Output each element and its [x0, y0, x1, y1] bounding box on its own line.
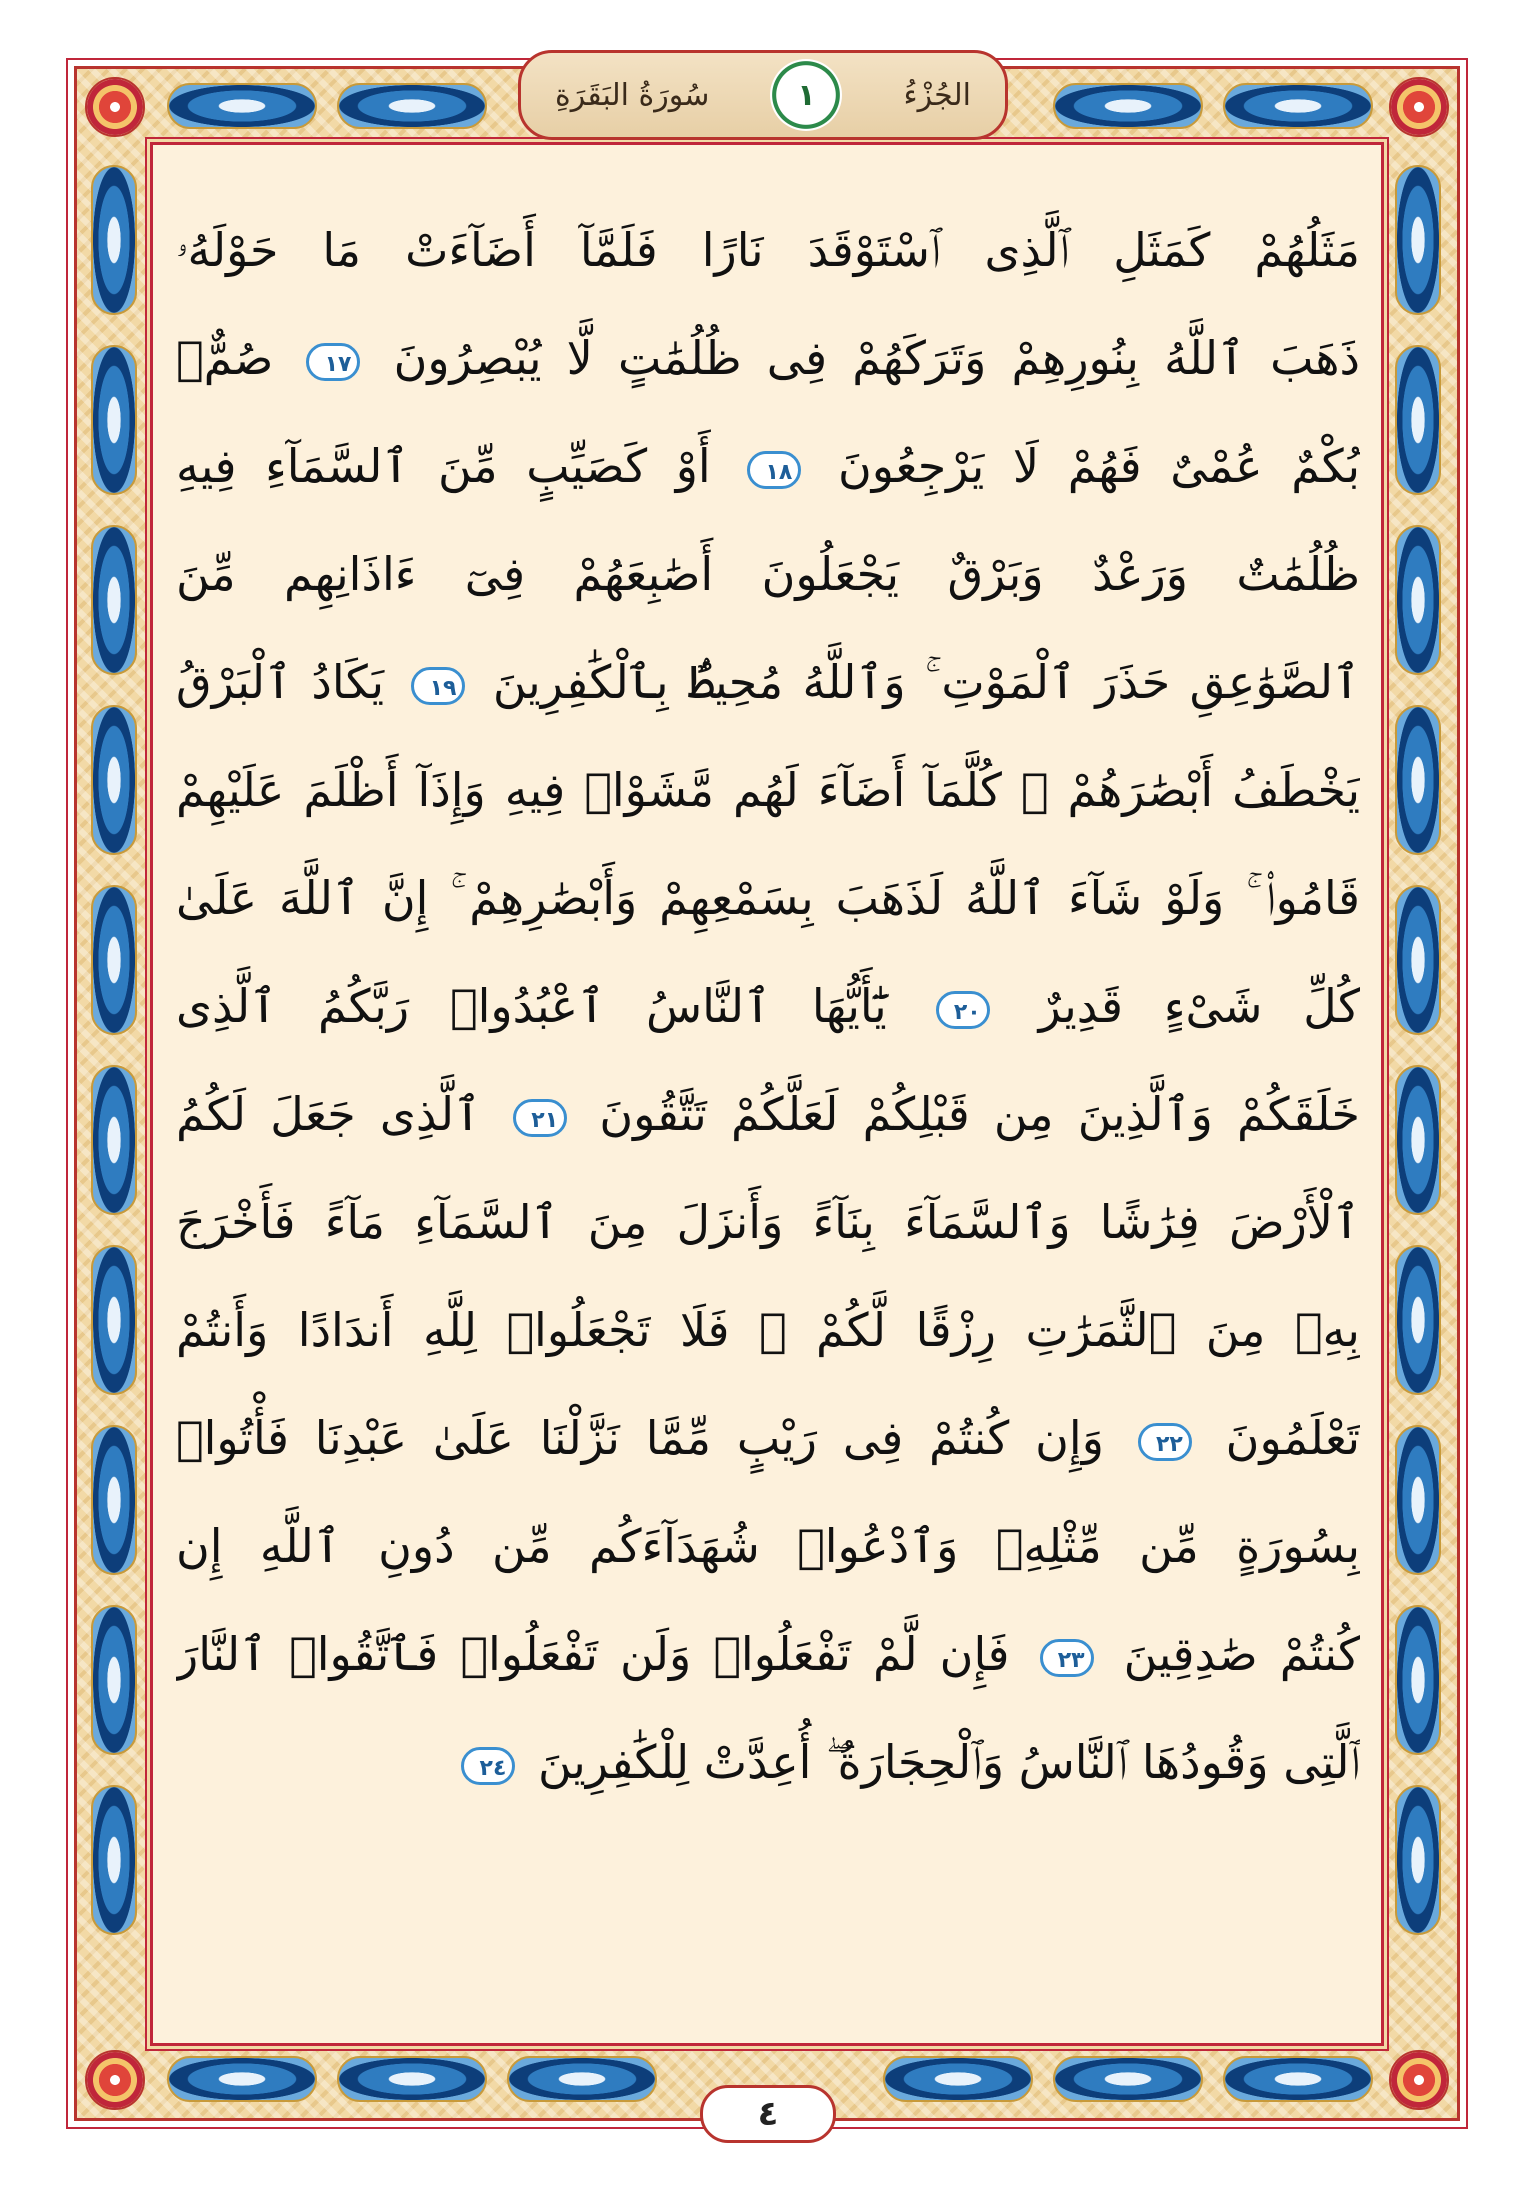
cartouche-ornament-icon: [91, 885, 137, 1035]
verse-line: [176, 736, 1360, 844]
verse-text: ٱلَّذِى جَعَلَ لَكُمُ: [176, 1087, 481, 1141]
cartouche-ornament-icon: [91, 525, 137, 675]
rosette-ornament-icon: [85, 77, 145, 137]
verse-text: وَإِن كُنتُمْ فِى رَيْبٍ مِّمَّا نَزَّلْنَا عَلَىٰ عَبْدِنَا فَأْتُوا۟: [176, 1411, 1104, 1465]
ayah-number-marker: ١٩: [411, 667, 465, 705]
cartouche-ornament-icon: [1395, 705, 1441, 855]
verse-line: [176, 1384, 1360, 1492]
verse-line: [176, 520, 1360, 628]
cartouche-ornament-icon: [1395, 885, 1441, 1035]
verse-line: [176, 1600, 1360, 1708]
verse-text: كُنتُمْ صَٰدِقِينَ: [1123, 1627, 1360, 1681]
border-left: [77, 145, 153, 2042]
juz-number-badge: ١: [770, 59, 842, 131]
verse-line: [176, 844, 1360, 952]
surah-name: سُورَةُ البَقَرَةِ: [555, 77, 710, 113]
cartouche-ornament-icon: [507, 2056, 657, 2102]
verse-line: [176, 412, 1360, 520]
ayah-number-marker: ٢٢: [1138, 1423, 1192, 1461]
verse-text: قَامُوا۟ ۚ وَلَوْ شَآءَ ٱللَّهُ لَذَهَبَ بِسَمْعِهِمْ وَأَبْصَٰرِهِمْ ۚ إِنَّ ٱللَّهَ عَلَىٰ: [176, 871, 1360, 925]
cartouche-ornament-icon: [1395, 345, 1441, 495]
border-right: [1381, 145, 1457, 2042]
cartouche-ornament-icon: [91, 345, 137, 495]
rosette-ornament-icon: [85, 2050, 145, 2110]
cartouche-ornament-icon: [1395, 1245, 1441, 1395]
cartouche-ornament-icon: [91, 1245, 137, 1395]
ayah-number-marker: ٢٠: [936, 991, 990, 1029]
verse-text: بِهِۦ مِنَ ٱلثَّمَرَٰتِ رِزْقًا لَّكُمْ ۖ فَلَا تَجْعَلُوا۟ لِلَّهِ أَندَادًا وَأَنتُمْ: [176, 1303, 1360, 1357]
verse-text: تَعْلَمُونَ: [1225, 1411, 1360, 1465]
cartouche-ornament-icon: [91, 705, 137, 855]
verse-text: ٱلَّتِى وَقُودُهَا ٱلنَّاسُ وَٱلْحِجَارَةُ ۖ أُعِدَّتْ لِلْكَٰفِرِينَ: [538, 1735, 1360, 1789]
verse-text: صُمٌّۢ: [176, 331, 274, 385]
verse-text: خَلَقَكُمْ وَٱلَّذِينَ مِن قَبْلِكُمْ لَعَلَّكُمْ تَتَّقُونَ: [599, 1087, 1360, 1141]
cartouche-ornament-icon: [1395, 525, 1441, 675]
verse-line: [176, 1168, 1360, 1276]
cartouche-ornament-icon: [91, 1785, 137, 1935]
ayah-number-marker: ١٧: [306, 343, 360, 381]
rosette-ornament-icon: [1389, 77, 1449, 137]
verse-text: يَٰٓأَيُّهَا ٱلنَّاسُ ٱعْبُدُوا۟ رَبَّكُمُ ٱلَّذِى: [176, 979, 887, 1033]
verse-text: أَوْ كَصَيِّبٍ مِّنَ ٱلسَّمَآءِ فِيهِ: [176, 439, 711, 493]
cartouche-ornament-icon: [1053, 2056, 1203, 2102]
ayah-number-marker: ٢٤: [461, 1747, 515, 1785]
verse-text: ذَهَبَ ٱللَّهُ بِنُورِهِمْ وَتَرَكَهُمْ فِى ظُلُمَٰتٍ لَّا يُبْصِرُونَ: [393, 331, 1360, 385]
cartouche-ornament-icon: [337, 83, 487, 129]
verse-text: ٱلْأَرْضَ فِرَٰشًا وَٱلسَّمَآءَ بِنَآءً وَأَنزَلَ مِنَ ٱلسَّمَآءِ مَآءً فَأَخْرَجَ: [176, 1195, 1360, 1249]
ayah-number-marker: ٢٣: [1040, 1639, 1094, 1677]
verse-text: يَخْطَفُ أَبْصَٰرَهُمْ ۖ كُلَّمَآ أَضَآءَ لَهُم مَّشَوْا۟ فِيهِ وَإِذَآ أَظْلَمَ عَلَيْهِمْ: [176, 763, 1360, 817]
verse-line: [176, 1060, 1360, 1168]
verse-text: كُلِّ شَىْءٍ قَدِيرٌ: [1038, 979, 1360, 1033]
cartouche-ornament-icon: [167, 83, 317, 129]
verse-line: [176, 304, 1360, 412]
verse-text: مَثَلُهُمْ كَمَثَلِ ٱلَّذِى ٱسْتَوْقَدَ نَارًا فَلَمَّآ أَضَآءَتْ مَا حَوْلَهُۥ: [176, 223, 1360, 277]
cartouche-ornament-icon: [883, 2056, 1033, 2102]
cartouche-ornament-icon: [1395, 1425, 1441, 1575]
juz-label: الجُزْءُ: [903, 77, 971, 113]
verse-line: [176, 196, 1360, 304]
cartouche-ornament-icon: [1053, 83, 1203, 129]
quran-text-block: [176, 196, 1360, 1816]
cartouche-ornament-icon: [1395, 1065, 1441, 1215]
cartouche-ornament-icon: [91, 1065, 137, 1215]
cartouche-ornament-icon: [1223, 83, 1373, 129]
verse-text: بِسُورَةٍ مِّن مِّثْلِهِۦ وَٱدْعُوا۟ شُهَدَآءَكُم مِّن دُونِ ٱللَّهِ إِن: [176, 1519, 1360, 1573]
verse-line: [176, 1708, 1360, 1816]
page-header: [518, 50, 1008, 140]
ayah-number-marker: ١٨: [747, 451, 801, 489]
verse-text: ظُلُمَٰتٌ وَرَعْدٌ وَبَرْقٌ يَجْعَلُونَ أَصَٰبِعَهُمْ فِىٓ ءَاذَانِهِم مِّنَ: [176, 547, 1360, 601]
ayah-number-marker: ٢١: [513, 1099, 567, 1137]
cartouche-ornament-icon: [91, 165, 137, 315]
cartouche-ornament-icon: [1395, 1785, 1441, 1935]
cartouche-ornament-icon: [1223, 2056, 1373, 2102]
verse-line: [176, 952, 1360, 1060]
verse-text: فَإِن لَّمْ تَفْعَلُوا۟ وَلَن تَفْعَلُوا۟ فَٱتَّقُوا۟ ٱلنَّارَ: [176, 1627, 1010, 1681]
verse-text: بُكْمٌ عُمْىٌ فَهُمْ لَا يَرْجِعُونَ: [837, 439, 1360, 493]
cartouche-ornament-icon: [337, 2056, 487, 2102]
cartouche-ornament-icon: [1395, 165, 1441, 315]
verse-text: يَكَادُ ٱلْبَرْقُ: [176, 655, 385, 709]
cartouche-ornament-icon: [1395, 1605, 1441, 1755]
verse-line: [176, 1276, 1360, 1384]
verse-text: ٱلصَّوَٰعِقِ حَذَرَ ٱلْمَوْتِ ۚ وَٱللَّهُ مُحِيطٌۢ بِٱلْكَٰفِرِينَ: [492, 655, 1360, 709]
cartouche-ornament-icon: [91, 1605, 137, 1755]
cartouche-ornament-icon: [167, 2056, 317, 2102]
verse-line: [176, 628, 1360, 736]
page-number: ٤: [700, 2085, 836, 2143]
rosette-ornament-icon: [1389, 2050, 1449, 2110]
verse-line: [176, 1492, 1360, 1600]
cartouche-ornament-icon: [91, 1425, 137, 1575]
